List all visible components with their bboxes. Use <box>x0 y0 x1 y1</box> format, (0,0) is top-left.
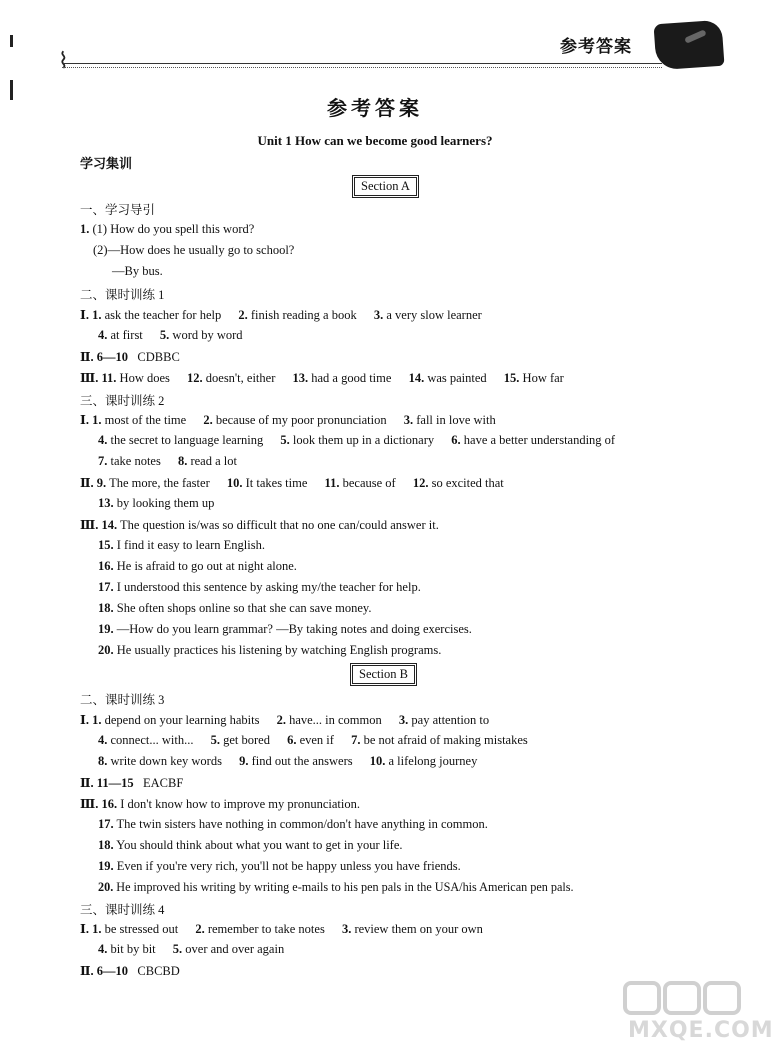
answer-line <box>80 349 180 365</box>
item-number: Ⅱ. 11—15 <box>80 776 134 790</box>
header-rule-dotted <box>62 67 662 68</box>
answer-line <box>98 643 441 658</box>
item-number: 10. <box>226 476 243 490</box>
item-number: 10. <box>369 754 386 768</box>
answer-text: It takes time <box>245 476 308 490</box>
answer-text: connect... with... <box>110 733 194 747</box>
answer-line <box>80 412 496 428</box>
item-number: 18. <box>98 601 114 615</box>
item-number: 5. <box>172 942 183 956</box>
header-rule <box>62 63 662 64</box>
item-number: 5. <box>159 328 170 342</box>
item-number: 7. <box>351 733 361 747</box>
answer-text: She often shops online so that she can save money. <box>116 601 372 615</box>
answer-text: so excited that <box>431 476 504 490</box>
unit-title: Unit 1 How can we become good learners? <box>257 133 493 148</box>
item-number: 5. <box>280 433 290 447</box>
answer-text: depend on your learning habits <box>104 713 260 727</box>
item-number: Ⅲ. 14. <box>80 518 118 532</box>
answer-text: by looking them up <box>116 496 215 510</box>
answer-text: You should think about what you want to get in your life. <box>116 838 403 852</box>
item-number: Ⅰ. 1. <box>80 713 102 727</box>
item-number: 3. <box>398 713 409 727</box>
answer-text: have a better understanding of <box>463 433 616 447</box>
answer-text: bit by bit <box>110 942 156 956</box>
answer-line <box>80 517 439 533</box>
answer-line <box>93 243 294 258</box>
item-number: 6. <box>451 433 461 447</box>
answer-line <box>80 775 183 791</box>
item-number: Ⅲ. 11. <box>80 371 117 385</box>
item-number: 20. <box>98 643 114 657</box>
answer-text: be not afraid of making mistakes <box>363 733 528 747</box>
answer-text: remember to take notes <box>207 922 325 936</box>
answer-line <box>98 754 477 769</box>
answer-text: Even if you're very rich, you'll not be happy unless you have friends. <box>116 859 461 873</box>
answer-text: (2)—How does he usually go to school? <box>93 243 295 257</box>
item-number: 12. <box>187 371 203 385</box>
heading: 一、学习导引 <box>80 203 156 217</box>
answer-text: —By bus. <box>112 264 163 278</box>
answer-line <box>80 712 489 728</box>
answer-line <box>98 733 528 748</box>
item-number: 12. <box>412 476 429 490</box>
item-number: Ⅲ. 16. <box>80 797 118 811</box>
item-number: 17. <box>98 580 114 594</box>
answer-text: review them on your own <box>354 922 483 936</box>
heading: 三、课时训练 2 <box>80 394 165 408</box>
watermark-text: MXQE.COM <box>628 1018 774 1043</box>
answer-text: over and over again <box>185 942 285 956</box>
item-number: 6. <box>287 733 297 747</box>
answer-line <box>80 307 482 323</box>
header-ornament-icon: ⌇ <box>58 48 69 73</box>
item-number: 9. <box>239 754 249 768</box>
answer-text: He improved his writing by writing e-mails to his pen pals in the USA/his American pen pals. <box>116 880 574 894</box>
answer-text: had a good time <box>311 371 392 385</box>
answer-text: was painted <box>427 371 487 385</box>
page-title: 参考答案 <box>327 98 423 120</box>
item-number: 14. <box>408 371 425 385</box>
item-number: 4. <box>98 328 108 342</box>
item-number: Ⅱ. 9. <box>80 476 107 490</box>
item-number: 19. <box>98 622 114 636</box>
answer-text: word by word <box>172 328 243 342</box>
answer-text: pay attention to <box>411 713 490 727</box>
answer-line <box>98 622 472 637</box>
heading: 二、课时训练 3 <box>80 693 165 707</box>
heading: 三、课时训练 4 <box>80 903 165 917</box>
answer-text: —How do you learn grammar? —By taking notes and doing exercises. <box>116 622 472 636</box>
item-number: 2. <box>238 308 248 322</box>
answer-line <box>80 200 155 218</box>
answer-text: a very slow learner <box>386 308 482 322</box>
answer-text: get bored <box>223 733 270 747</box>
answer-line <box>80 391 164 409</box>
item-number: Ⅰ. 1. <box>80 922 102 936</box>
binding-mark <box>10 35 13 47</box>
header-title: 参考答案 <box>560 37 632 56</box>
study-label: 学习集训 <box>80 156 133 171</box>
answer-line <box>98 817 488 832</box>
answer-line <box>98 838 403 853</box>
item-number: 3. <box>373 308 384 322</box>
item-number: 13. <box>98 496 114 510</box>
item-number: 11. <box>324 476 340 490</box>
section-b-label: Section B <box>352 665 415 684</box>
item-number: 3. <box>341 922 352 936</box>
answer-text: most of the time <box>104 413 187 427</box>
answer-text: ask the teacher for help <box>104 308 222 322</box>
answer-text: CDBBC <box>137 350 180 364</box>
answer-line <box>80 285 164 303</box>
answer-line <box>98 942 284 957</box>
answer-line <box>98 559 297 574</box>
item-number: 15. <box>503 371 520 385</box>
answer-text: finish reading a book <box>250 308 357 322</box>
answer-text: I understood this sentence by asking my/the teacher for help. <box>116 580 421 594</box>
answer-line <box>98 454 237 469</box>
answer-text: the secret to language learning <box>110 433 264 447</box>
answer-text: He usually practices his listening by watching English programs. <box>116 643 442 657</box>
answer-text: be stressed out <box>104 922 179 936</box>
answer-line <box>98 601 371 616</box>
answer-text: because of <box>342 476 396 490</box>
answer-text: The twin sisters have nothing in common/don't have anything in common. <box>116 817 488 831</box>
item-number: 8. <box>177 454 188 468</box>
item-number: 20. <box>98 880 114 894</box>
answer-text: I don't know how to improve my pronunciation. <box>120 797 360 811</box>
item-number: 2. <box>203 413 213 427</box>
answer-text: (1) How do you spell this word? <box>92 222 255 236</box>
answer-line <box>98 538 265 553</box>
answer-text: find out the answers <box>251 754 353 768</box>
answer-text: CBCBD <box>137 964 180 978</box>
heading: 二、课时训练 1 <box>80 288 165 302</box>
item-number: 4. <box>98 942 108 956</box>
answer-line <box>98 433 615 448</box>
item-number: 8. <box>98 754 108 768</box>
answer-text: doesn't, either <box>205 371 276 385</box>
item-number: 16. <box>98 559 114 573</box>
item-number: Ⅰ. 1. <box>80 413 102 427</box>
item-number: 15. <box>98 538 114 552</box>
item-number: 4. <box>98 733 108 747</box>
answer-line <box>98 580 421 595</box>
answer-line <box>80 921 483 937</box>
item-number: 2. <box>195 922 205 936</box>
answer-line <box>98 880 574 895</box>
answer-text: fall in love with <box>416 413 496 427</box>
answer-line <box>80 900 164 918</box>
item-number: 3. <box>403 413 414 427</box>
item-number: Ⅰ. 1. <box>80 308 102 322</box>
answer-text: EACBF <box>142 776 184 790</box>
answer-line <box>98 859 461 874</box>
item-number: 17. <box>98 817 114 831</box>
answer-text: How far <box>522 371 564 385</box>
item-number: 5. <box>210 733 220 747</box>
section-a-label: Section A <box>354 177 417 196</box>
answer-line <box>98 496 214 511</box>
answer-line <box>80 222 254 237</box>
answer-text: write down key words <box>110 754 222 768</box>
answer-line <box>80 963 180 979</box>
answer-text: I find it easy to learn English. <box>116 538 265 552</box>
answer-line <box>80 370 564 386</box>
answer-line <box>112 264 163 279</box>
answer-text: The more, the faster <box>109 476 210 490</box>
answer-text: take notes <box>110 454 161 468</box>
item-number: 2. <box>276 713 286 727</box>
answer-text: look them up in a dictionary <box>292 433 435 447</box>
answer-text: read a lot <box>190 454 237 468</box>
item-number: 19. <box>98 859 114 873</box>
answer-text: have... in common <box>289 713 382 727</box>
item-number: Ⅱ. 6—10 <box>80 964 129 978</box>
answer-text: How does <box>119 371 170 385</box>
answer-text: because of my poor pronunciation <box>215 413 387 427</box>
answer-text: at first <box>110 328 143 342</box>
item-number: Ⅱ. 6—10 <box>80 350 129 364</box>
answer-line <box>98 328 243 343</box>
item-number: 13. <box>292 371 309 385</box>
answer-text: The question is/was so difficult that no one can/could answer it. <box>120 518 439 532</box>
answer-text: He is afraid to go out at night alone. <box>116 559 297 573</box>
answer-text: a lifelong journey <box>388 754 478 768</box>
header-tab-icon <box>653 20 724 71</box>
item-number: 4. <box>98 433 108 447</box>
answer-line <box>80 690 164 708</box>
item-number: 1. <box>80 222 90 236</box>
answer-line <box>80 796 360 812</box>
item-number: 7. <box>98 454 108 468</box>
item-number: 18. <box>98 838 114 852</box>
answer-text: even if <box>299 733 334 747</box>
answer-line <box>80 475 504 491</box>
